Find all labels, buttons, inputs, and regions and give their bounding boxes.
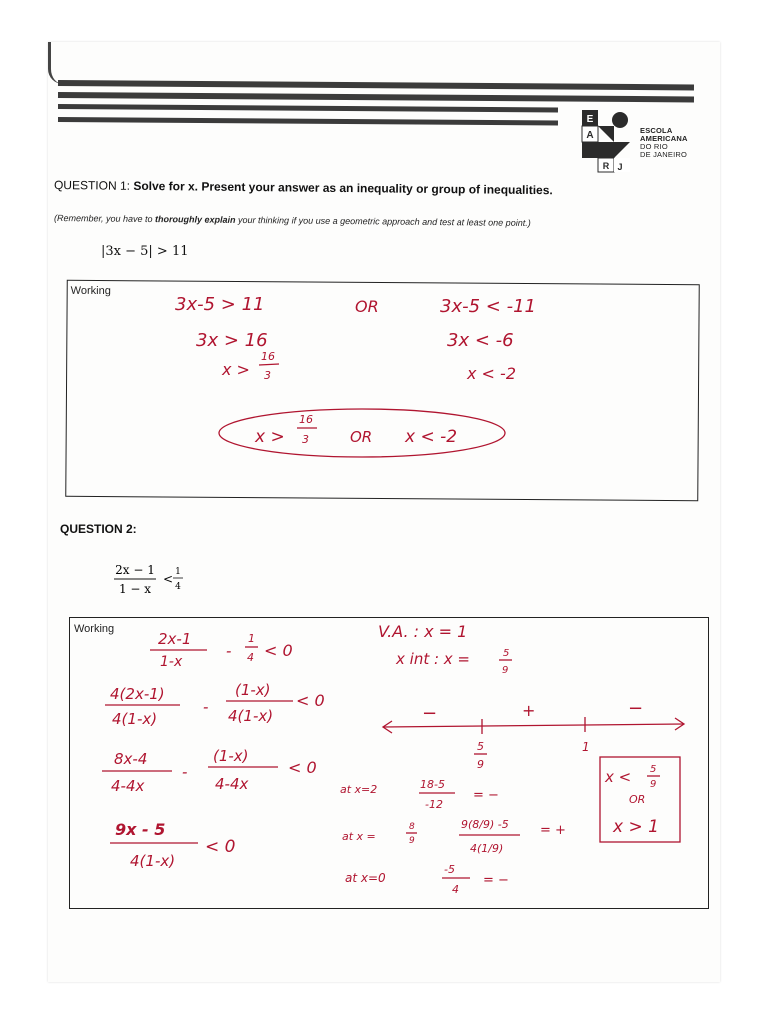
test-point-den: 4	[452, 883, 459, 896]
q2-step3-op: -	[182, 763, 188, 781]
q2-step3-tail: < 0	[288, 758, 317, 777]
test-point-result: = +	[540, 823, 566, 838]
q1-answer-frac-den: 3	[302, 433, 309, 446]
q1-frac-num: 16	[261, 350, 275, 363]
school-name-line: DO RIO	[640, 142, 668, 151]
q2-answer-or: OR	[629, 793, 646, 806]
test-point-den: -12	[425, 798, 443, 811]
test-point-num: 9(8/9) -5	[461, 818, 509, 831]
q1-handwriting	[175, 294, 536, 457]
tick-label: 1	[582, 740, 590, 754]
vertical-asymptote: V.A. : x = 1	[378, 622, 468, 641]
fraction-numerator: 2x − 1	[115, 563, 155, 577]
q1-answer-frac-num: 16	[299, 413, 313, 426]
fraction-numerator: 1	[175, 567, 181, 577]
x-intercept: x int : x =	[396, 650, 471, 668]
test-point-lead: at x=2	[340, 783, 378, 796]
fraction-denominator: 4	[175, 582, 181, 592]
fraction-denominator: 1 − x	[118, 582, 152, 596]
test-point-den: 4(1/9)	[470, 842, 504, 855]
q2-answer: x > 1	[613, 817, 659, 837]
q2-step1-frac-num: 1	[248, 632, 255, 645]
test-point-x-den: 9	[409, 836, 415, 846]
q2-step2-den: 4(1-x)	[228, 707, 274, 725]
q2-answer-frac-den: 9	[650, 779, 657, 790]
q2-step4-tail: < 0	[205, 837, 236, 857]
xint-frac-num: 5	[503, 648, 510, 659]
q2-step2-den: 4(1-x)	[112, 710, 158, 728]
note-text: your thinking if you use a geometric approach and test at least one point.)	[235, 214, 531, 228]
q2-step1-tail: < 0	[264, 641, 293, 660]
q2-step4-num: 9x - 5	[115, 820, 166, 839]
q2-step1-op: -	[226, 642, 232, 660]
tick-label-den: 9	[477, 758, 484, 771]
q2-step1-den: 1-x	[160, 654, 183, 670]
q1-step: 3x-5 > 11	[175, 294, 265, 315]
q1-step: 3x > 16	[196, 330, 268, 351]
q1-step: 3x < -6	[447, 330, 514, 351]
q2-step2-num: 4(2x-1)	[110, 685, 165, 703]
q2-answer: x <	[605, 768, 632, 786]
sign-interval: −	[422, 703, 438, 724]
test-point-result: = −	[483, 873, 509, 888]
q2-step2-num: (1-x)	[235, 681, 271, 699]
q1-or: OR	[355, 297, 379, 316]
logo-letter: J	[617, 162, 623, 172]
q2-step3-den: 4-4x	[111, 777, 145, 795]
tick-label-num: 5	[477, 740, 484, 753]
q2-answer-frac-num: 5	[650, 764, 657, 775]
inequality-sign: <	[163, 572, 174, 586]
q1-step: x < -2	[467, 364, 516, 383]
q2-step4-den: 4(1-x)	[130, 852, 176, 870]
number-line	[383, 724, 683, 727]
logo-letter: E	[586, 114, 594, 125]
xint-frac-den: 9	[502, 665, 509, 676]
q1-answer: x < -2	[405, 427, 458, 447]
question-2-label: QUESTION 2:	[60, 522, 137, 536]
school-name-line: ESCOLA	[640, 126, 673, 135]
q2-step3-den: 4-4x	[215, 775, 249, 793]
question-1-label: QUESTION 1:	[53, 178, 131, 193]
school-name-line: AMERICANA	[640, 134, 688, 143]
school-name-line: DE JANEIRO	[640, 150, 688, 159]
working-label: Working	[74, 623, 115, 635]
q1-step: x >	[222, 360, 250, 379]
test-point-x-num: 8	[409, 822, 415, 832]
q2-step1-frac-den: 4	[247, 651, 254, 664]
q2-step2-op: -	[203, 698, 209, 716]
sign-interval: −	[628, 698, 644, 719]
q2-step3-num: 8x-4	[114, 750, 148, 768]
logo-letter: A	[586, 130, 594, 141]
question-1-text: Solve for x. Present your answer as an inequality or group of inequalities.	[133, 178, 553, 198]
test-point-lead: at x =	[342, 830, 376, 843]
sign-interval: +	[522, 701, 536, 720]
question-1-expression: |3x − 5| > 11	[101, 244, 189, 259]
q2-handwriting	[102, 622, 684, 896]
q2-step1-num: 2x-1	[158, 630, 192, 648]
test-point-lead: at x=0	[345, 871, 386, 885]
logo-letter: R	[602, 161, 610, 171]
q2-step3-num: (1-x)	[213, 747, 249, 765]
q1-answer-or: OR	[350, 428, 373, 446]
test-point-result: = −	[473, 788, 499, 803]
test-point-num: -5	[444, 863, 455, 876]
q1-frac-den: 3	[264, 369, 271, 382]
q1-step: 3x-5 < -11	[440, 296, 536, 317]
note-text: (Remember, you have to	[53, 213, 156, 225]
q2-step2-tail: < 0	[296, 691, 325, 710]
q1-answer: x >	[255, 427, 285, 447]
note-emphasis: thoroughly explain	[155, 214, 236, 225]
working-label: Working	[70, 284, 111, 298]
test-point-num: 18-5	[420, 778, 445, 791]
